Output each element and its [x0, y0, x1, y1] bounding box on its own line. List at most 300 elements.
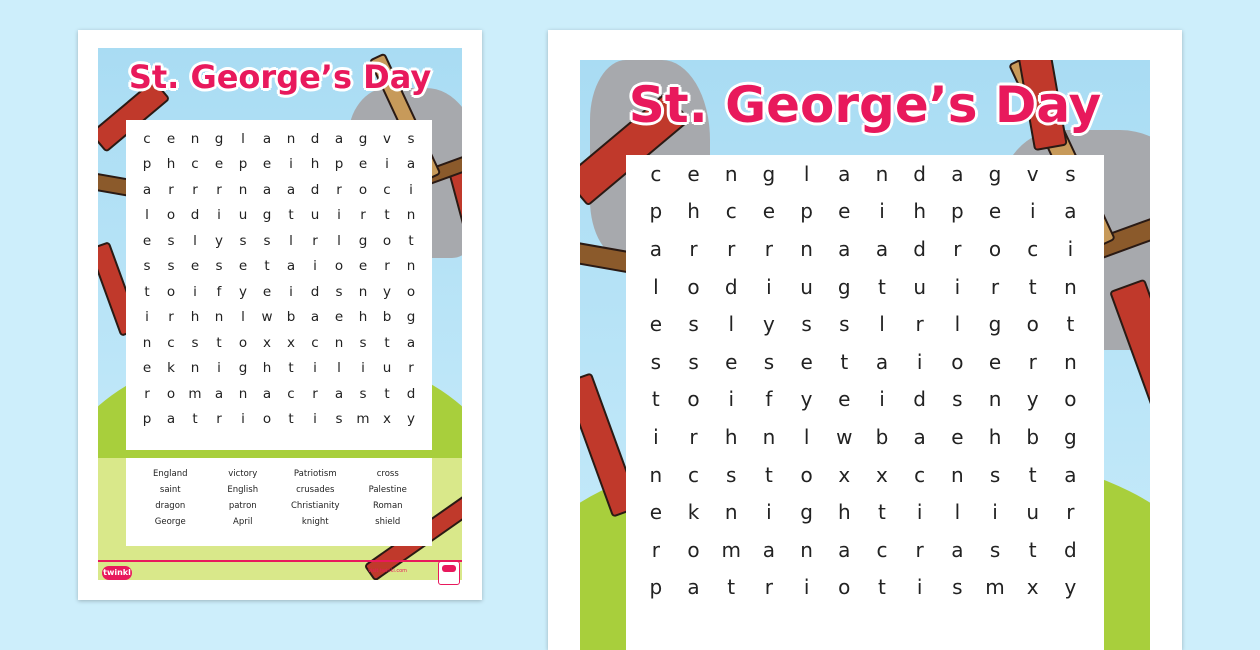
grid-letter: n — [286, 130, 296, 147]
grid-letter: y — [383, 283, 391, 300]
grid-letter: t — [216, 334, 222, 351]
word-search-panel — [126, 120, 432, 450]
grid-letter: s — [989, 537, 1001, 562]
grid-letter: d — [310, 130, 320, 147]
grid-letter: s — [335, 283, 343, 300]
grid-letter: m — [356, 411, 370, 428]
grid-letter: t — [878, 500, 886, 525]
grid-row — [135, 381, 423, 407]
grid-letter: k — [687, 500, 700, 525]
grid-letter: g — [238, 360, 248, 377]
grid-letter: l — [879, 312, 885, 337]
grid-row — [135, 330, 423, 356]
grid-letter: y — [1026, 387, 1039, 412]
word-list-item: dragon — [155, 501, 186, 511]
grid-letter: n — [800, 236, 813, 261]
grid-letter: c — [167, 334, 175, 351]
grid-letter: i — [361, 360, 365, 377]
grid-letter: a — [1064, 462, 1077, 487]
grid-letter: n — [1064, 349, 1077, 374]
grid-letter: s — [407, 130, 415, 147]
grid-row — [135, 356, 423, 382]
grid-letter: e — [838, 199, 851, 224]
grid-letter: t — [1028, 462, 1037, 487]
grid-row — [637, 230, 1089, 268]
grid-row — [637, 569, 1089, 607]
grid-letter: r — [1028, 349, 1037, 374]
grid-letter: n — [214, 309, 224, 326]
grid-letter: c — [688, 462, 700, 487]
footer-divider — [98, 560, 462, 562]
twinkl-badge-icon — [438, 561, 460, 585]
grid-letter: g — [800, 500, 813, 525]
grid-letter: a — [687, 575, 700, 600]
word-list-item: Roman — [372, 501, 403, 511]
page-title: St. George’s Day — [628, 76, 1102, 134]
grid-letter: l — [193, 232, 197, 249]
grid-letter: r — [953, 236, 962, 261]
grid-letter: d — [190, 207, 200, 224]
grid-letter: p — [238, 156, 248, 173]
grid-letter: r — [727, 236, 736, 261]
grid-letter: i — [728, 387, 734, 412]
grid-letter: v — [1026, 161, 1039, 186]
grid-letter: e — [951, 424, 964, 449]
grid-letter: a — [1064, 199, 1077, 224]
grid-letter: e — [142, 232, 152, 249]
grid-letter: c — [311, 334, 319, 351]
grid-letter: n — [951, 462, 964, 487]
grid-letter: o — [1026, 312, 1039, 337]
grid-letter: y — [1064, 575, 1077, 600]
grid-letter: r — [990, 274, 1000, 299]
grid-letter: y — [800, 387, 813, 412]
grid-letter: o — [687, 537, 700, 562]
grid-letter: a — [406, 334, 416, 351]
grid-letter: c — [914, 462, 926, 487]
grid-letter: r — [689, 236, 698, 261]
grid-letter: c — [650, 161, 662, 186]
grid-letter: o — [238, 334, 248, 351]
grid-letter: o — [951, 349, 964, 374]
word-list-item: English — [227, 485, 259, 495]
grid-letter: c — [383, 181, 391, 198]
grid-letter: t — [651, 387, 660, 412]
grid-letter: e — [238, 258, 248, 275]
grid-letter: c — [287, 385, 295, 402]
grid-letter: g — [837, 274, 851, 299]
grid-letter: l — [803, 161, 810, 186]
grid-letter: i — [766, 500, 772, 525]
grid-letter: w — [836, 424, 853, 449]
grid-letter: s — [167, 232, 175, 249]
grid-letter: r — [336, 181, 342, 198]
word-list-panel — [126, 458, 432, 546]
grid-letter: a — [406, 156, 416, 173]
grid-letter: t — [288, 360, 294, 377]
grid-letter: a — [875, 349, 889, 374]
grid-letter: r — [764, 575, 774, 600]
grid-letter: n — [649, 462, 663, 487]
grid-row — [637, 305, 1089, 343]
grid-letter: s — [359, 385, 367, 402]
grid-letter: n — [406, 207, 416, 224]
grid-letter: e — [166, 130, 176, 147]
grid-letter: s — [359, 334, 367, 351]
grid-letter: s — [239, 232, 247, 249]
grid-letter: c — [143, 130, 151, 147]
grid-letter: g — [988, 161, 1002, 186]
grid-letter: d — [913, 161, 926, 186]
grid-letter: i — [193, 283, 197, 300]
grid-letter: r — [216, 181, 222, 198]
grid-letter: s — [167, 258, 175, 275]
grid-letter: h — [358, 309, 368, 326]
grid-letter: o — [687, 387, 700, 412]
grid-letter: t — [408, 232, 414, 249]
grid-letter: i — [289, 283, 293, 300]
grid-letter: a — [310, 309, 320, 326]
grid-letter: s — [952, 387, 963, 412]
word-list-item: Palestine — [368, 485, 407, 495]
grid-letter: l — [241, 130, 245, 147]
grid-letter: o — [166, 207, 176, 224]
grid-letter: a — [286, 181, 296, 198]
grid-letter: c — [876, 537, 888, 562]
grid-letter: t — [288, 411, 294, 428]
grid-letter: h — [837, 500, 851, 525]
grid-letter: s — [650, 349, 662, 374]
grid-letter: s — [215, 258, 223, 275]
grid-letter: l — [241, 309, 245, 326]
grid-letter: r — [216, 411, 222, 428]
word-list-item: victory — [228, 469, 258, 479]
grid-letter: a — [913, 424, 926, 449]
grid-letter: i — [879, 387, 885, 412]
grid-letter: l — [803, 424, 810, 449]
grid-letter: a — [875, 236, 889, 261]
word-list — [134, 468, 424, 528]
grid-letter: n — [238, 385, 248, 402]
grid-letter: n — [1064, 274, 1077, 299]
grid-letter: l — [954, 500, 961, 525]
grid-letter: h — [262, 360, 272, 377]
grid-letter: i — [916, 575, 923, 600]
word-list-item: England — [152, 469, 188, 479]
grid-letter: i — [313, 360, 317, 377]
grid-letter: r — [408, 360, 414, 377]
grid-letter: s — [143, 258, 151, 275]
grid-letter: h — [724, 424, 738, 449]
grid-letter: r — [360, 207, 366, 224]
grid-letter: y — [762, 312, 775, 337]
grid-letter: t — [384, 385, 390, 402]
grid-letter: e — [800, 349, 813, 374]
grid-row — [637, 155, 1089, 193]
grid-letter: n — [238, 181, 248, 198]
grid-letter: c — [1027, 236, 1039, 261]
word-list-item: crusades — [296, 485, 335, 495]
word-list-item: knight — [301, 517, 329, 527]
grid-letter: n — [406, 258, 416, 275]
grid-letter: p — [334, 156, 344, 173]
grid-letter: i — [313, 258, 317, 275]
grid-letter: t — [144, 283, 150, 300]
grid-letter: t — [764, 462, 773, 487]
grid-letter: n — [724, 500, 738, 525]
grid-letter: r — [312, 385, 318, 402]
grid-letter: l — [337, 232, 341, 249]
word-list-item: shield — [375, 517, 401, 527]
grid-letter: i — [241, 411, 245, 428]
grid-row — [637, 456, 1089, 494]
grid-letter: a — [142, 181, 152, 198]
grid-letter: p — [142, 156, 152, 173]
twinkl-logo: twinkl — [102, 566, 132, 580]
grid-letter: t — [878, 274, 886, 299]
grid-letter: i — [1029, 199, 1036, 224]
grid-letter: m — [985, 575, 1005, 600]
grid-letter: n — [762, 424, 776, 449]
grid-row — [135, 254, 423, 280]
grid-letter: b — [875, 424, 889, 449]
grid-row — [637, 531, 1089, 569]
grid-letter: o — [988, 236, 1002, 261]
grid-row — [637, 193, 1089, 231]
grid-letter: s — [989, 462, 1001, 487]
grid-letter: g — [406, 309, 416, 326]
grid-letter: e — [334, 309, 344, 326]
grid-letter: h — [166, 156, 176, 173]
grid-letter: x — [876, 462, 888, 487]
grid-letter: o — [166, 283, 176, 300]
grid-letter: u — [800, 274, 813, 299]
grid-letter: t — [384, 334, 390, 351]
grid-row — [135, 203, 423, 229]
grid-row — [135, 177, 423, 203]
grid-letter: t — [840, 349, 849, 374]
grid-letter: t — [727, 575, 736, 600]
grid-letter: i — [879, 199, 885, 224]
grid-letter: o — [1064, 387, 1077, 412]
grid-letter: w — [261, 309, 273, 326]
grid-letter: r — [1066, 500, 1075, 525]
grid-letter: a — [838, 537, 851, 562]
grid-letter: d — [310, 181, 320, 198]
grid-letter: s — [688, 349, 699, 374]
grid-letter: i — [916, 500, 923, 525]
footer-url: visit twinkl.com — [368, 568, 408, 574]
grid-letter: x — [838, 462, 851, 487]
grid-letter: p — [800, 199, 813, 224]
grid-letter: s — [726, 462, 737, 487]
grid-letter: t — [1028, 537, 1037, 562]
grid-letter: a — [334, 385, 344, 402]
grid-letter: i — [313, 411, 317, 428]
grid-letter: y — [239, 283, 247, 300]
grid-letter: g — [214, 130, 224, 147]
grid-letter: o — [382, 232, 392, 249]
grid-letter: s — [263, 232, 271, 249]
grid-letter: g — [1064, 424, 1077, 449]
grid-letter: r — [915, 537, 924, 562]
grid-letter: t — [878, 575, 886, 600]
page-title: St. George’s Day — [128, 58, 432, 96]
grid-letter: e — [262, 156, 272, 173]
grid-letter: e — [988, 199, 1002, 224]
grid-letter: e — [358, 156, 368, 173]
grid-letter: a — [838, 161, 851, 186]
grid-letter: s — [335, 411, 343, 428]
grid-letter: p — [142, 411, 152, 428]
grid-letter: n — [358, 283, 368, 300]
grid-letter: h — [913, 199, 926, 224]
grid-letter: t — [1028, 274, 1037, 299]
grid-letter: i — [145, 309, 149, 326]
grid-letter: d — [310, 283, 320, 300]
grid-letter: e — [262, 283, 272, 300]
grid-letter: i — [217, 360, 221, 377]
word-list-item: George — [154, 517, 186, 527]
grid-letter: s — [191, 334, 199, 351]
grid-letter: i — [289, 156, 293, 173]
grid-letter: d — [913, 387, 926, 412]
grid-letter: d — [724, 274, 738, 299]
grid-letter: x — [383, 411, 391, 428]
grid-letter: t — [288, 207, 294, 224]
grid-letter: n — [875, 161, 889, 186]
grid-letter: s — [839, 312, 850, 337]
grid-letter: u — [238, 207, 248, 224]
grid-row — [135, 228, 423, 254]
grid-letter: g — [358, 232, 368, 249]
grid-letter: e — [988, 349, 1002, 374]
grid-letter: a — [334, 130, 344, 147]
grid-letter: r — [689, 424, 698, 449]
grid-letter: e — [649, 500, 662, 525]
word-list-item: Patriotism — [293, 469, 337, 479]
grid-letter: o — [166, 385, 176, 402]
grid-letter: n — [800, 537, 813, 562]
grid-letter: i — [992, 500, 998, 525]
grid-letter: y — [407, 411, 415, 428]
grid-letter: n — [190, 130, 200, 147]
grid-letter: v — [383, 130, 391, 147]
grid-letter: a — [649, 236, 662, 261]
grid-letter: o — [262, 411, 272, 428]
grid-letter: h — [310, 156, 320, 173]
word-search-grid — [135, 126, 423, 432]
grid-row — [135, 152, 423, 178]
grid-letter: b — [286, 309, 296, 326]
grid-letter: n — [988, 387, 1002, 412]
word-list-item: Christianity — [290, 501, 340, 511]
grid-letter: h — [988, 424, 1002, 449]
grid-letter: o — [838, 575, 851, 600]
grid-letter: u — [913, 274, 926, 299]
grid-letter: e — [687, 161, 700, 186]
grid-letter: r — [384, 258, 390, 275]
grid-letter: n — [190, 360, 200, 377]
grid-row — [637, 493, 1089, 531]
grid-letter: r — [168, 309, 174, 326]
word-search-grid — [637, 155, 1089, 606]
grid-letter: e — [142, 360, 152, 377]
grid-row — [135, 126, 423, 152]
grid-letter: s — [1065, 161, 1076, 186]
grid-letter: n — [724, 161, 738, 186]
grid-letter: f — [765, 387, 773, 412]
grid-letter: u — [310, 207, 320, 224]
grid-letter: s — [801, 312, 812, 337]
grid-letter: g — [988, 312, 1002, 337]
grid-letter: i — [954, 274, 961, 299]
grid-letter: g — [762, 161, 776, 186]
grid-letter: h — [687, 199, 700, 224]
grid-letter: s — [763, 349, 775, 374]
grid-letter: x — [1026, 575, 1039, 600]
worksheet-preview-large — [548, 30, 1182, 650]
grid-letter: e — [190, 258, 200, 275]
word-search-panel — [626, 155, 1104, 650]
grid-letter: a — [166, 411, 176, 428]
grid-letter: i — [803, 575, 810, 600]
grid-letter: l — [289, 232, 293, 249]
grid-letter: m — [188, 385, 202, 402]
grid-letter: g — [358, 130, 368, 147]
word-list-item: April — [233, 517, 253, 527]
grid-letter: d — [913, 236, 926, 261]
grid-letter: l — [337, 360, 341, 377]
grid-letter: b — [382, 309, 392, 326]
grid-letter: a — [262, 130, 272, 147]
grid-letter: a — [214, 385, 224, 402]
grid-letter: i — [385, 156, 389, 173]
grid-letter: t — [264, 258, 270, 275]
grid-letter: r — [168, 181, 174, 198]
grid-letter: a — [838, 236, 851, 261]
grid-letter: e — [358, 258, 368, 275]
grid-letter: r — [312, 232, 318, 249]
grid-letter: e — [725, 349, 738, 374]
grid-letter: p — [950, 199, 964, 224]
grid-letter: l — [954, 312, 961, 337]
grid-letter: r — [192, 181, 198, 198]
grid-letter: p — [649, 199, 663, 224]
grid-row — [135, 305, 423, 331]
grid-letter: x — [287, 334, 295, 351]
grid-letter: y — [215, 232, 223, 249]
grid-letter: n — [334, 334, 344, 351]
grid-letter: i — [217, 207, 221, 224]
grid-letter: c — [725, 199, 737, 224]
grid-letter: t — [1066, 312, 1075, 337]
grid-letter: e — [762, 199, 776, 224]
word-list-item: saint — [159, 485, 181, 495]
grid-row — [637, 418, 1089, 456]
grid-letter: f — [216, 283, 222, 300]
grid-letter: e — [214, 156, 224, 173]
grid-letter: h — [190, 309, 200, 326]
grid-row — [637, 381, 1089, 419]
grid-letter: b — [1026, 424, 1040, 449]
grid-row — [637, 268, 1089, 306]
grid-letter: a — [262, 385, 272, 402]
grid-letter: l — [653, 274, 659, 299]
grid-letter: o — [334, 258, 344, 275]
grid-letter: o — [800, 462, 813, 487]
grid-letter: d — [1064, 537, 1077, 562]
